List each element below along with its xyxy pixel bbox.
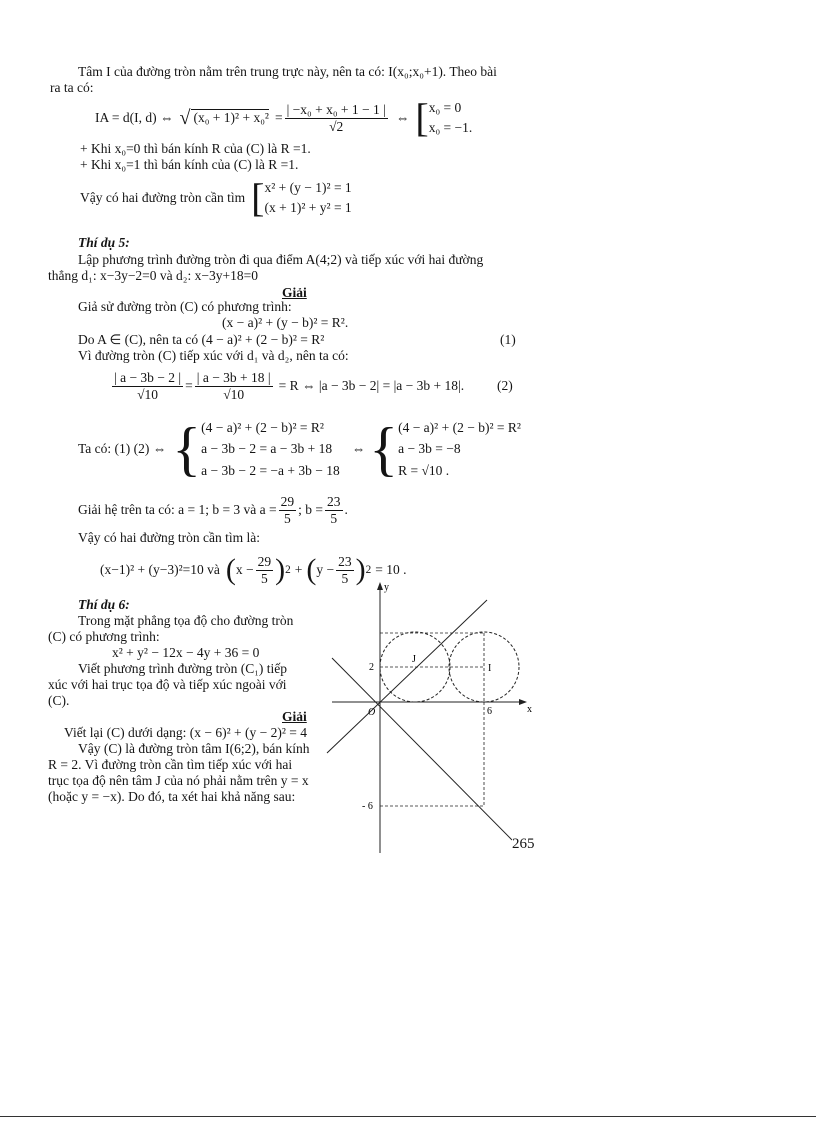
ex6-p11: (hoặc y = −x). Do đó, ta xét hai khả năng sau: <box>48 789 296 804</box>
f1-num: | a − 3b − 2 | <box>114 369 182 385</box>
ia-den: √2 <box>329 118 344 134</box>
ex6-p10: trục tọa độ nên tâm J của nó phải nằm trên y = x <box>48 773 309 788</box>
circle-eq-1: x² + (y − 1)² = 1 <box>264 180 352 196</box>
page-number: 265 <box>512 836 535 852</box>
sys-a-1: (4 − a)² + (2 − b)² = R² <box>201 419 324 435</box>
example5-stmt-2: thẳng d₁: x−3y−2=0 và d₂: x−3y+18=0 <box>48 268 258 283</box>
bracket: [ <box>251 175 265 220</box>
ex6-p9: R = 2. Vì đường tròn cần tìm tiếp xúc với hai <box>48 757 293 772</box>
example5-heading: Giải <box>282 285 307 300</box>
num-23: 23 <box>338 553 352 569</box>
circles-system <box>265 178 352 217</box>
label-minus-6: - 6 <box>362 801 373 812</box>
case-2: + Khi x₀=1 thì bán kính của (C) là R =1. <box>80 157 299 172</box>
f2-num: | a − 3b + 18 | <box>196 369 271 385</box>
solve-line <box>78 492 348 528</box>
eq-rest: = R ⇔ |a − 3b − 2| = |a − 3b + 18|. <box>278 377 465 393</box>
ex6-p7: Viết lại (C) dưới dạng: (x − 6)² + (y − 2)² = 4 <box>64 725 308 740</box>
ex5-s4: Vì đường tròn (C) tiếp xúc với d₁ và d₂, nên ta có: <box>78 348 349 363</box>
ia-roots <box>429 98 473 137</box>
ia-eq: = <box>274 109 283 125</box>
ex5-s1: Giả sử đường tròn (C) có phương trình: <box>78 299 292 314</box>
result-head: Vậy có hai đường tròn cần tìm là: <box>78 530 261 545</box>
brace: { <box>369 416 399 482</box>
paren: ( <box>306 553 317 587</box>
solve-end: . <box>344 501 348 517</box>
system-equations <box>78 410 521 488</box>
f1-den: √10 <box>137 386 159 402</box>
intro-line-1: Tâm I của đường tròn nằm trên trung trực này, nên ta có: I(x₀;x₀+1). Theo bài <box>78 64 497 79</box>
ex6-p3: x² + y² − 12x − 4y + 36 = 0 <box>112 645 260 660</box>
label-J: J <box>412 654 416 665</box>
brace: { <box>172 416 202 482</box>
conclusion-line <box>80 176 352 220</box>
b-num: 23 <box>327 493 341 509</box>
ia-num: | −x₀ + x₀ + 1 − 1 | <box>286 101 386 117</box>
x-axis-arrow <box>519 699 527 705</box>
den-5b: 5 <box>341 570 349 586</box>
label-2: 2 <box>369 662 374 673</box>
case-1: + Khi x₀=0 thì bán kính R của (C) là R =1. <box>80 141 311 156</box>
paren: ) <box>275 553 286 587</box>
frac-b <box>325 494 343 526</box>
root-1: x₀ = 0 <box>428 100 462 116</box>
ia-iff: ⇔ <box>395 109 410 125</box>
num-29: 29 <box>257 553 272 569</box>
ex6-p2: (C) có phương trình: <box>48 629 160 644</box>
result2-b: y − <box>316 561 335 577</box>
example5-title: Thí dụ 5: <box>78 235 130 250</box>
ia-fraction <box>285 102 388 134</box>
sys-b-1: (4 − a)² + (2 − b)² = R² <box>398 419 521 435</box>
tangent-circles-figure <box>322 578 542 858</box>
bracket: [ <box>415 95 429 140</box>
label-6: 6 <box>487 706 492 717</box>
ex6-p4: Viết phương trình đường tròn (C₁) tiếp <box>78 661 288 676</box>
sys-b-2: a − 3b = −8 <box>398 441 461 457</box>
ia-equation <box>95 96 472 140</box>
ex6-p6: (C). <box>48 693 70 708</box>
solve-mid: ; b = <box>298 501 324 517</box>
circle-eq-2: (x + 1)² + y² = 1 <box>264 200 352 215</box>
a-den: 5 <box>284 510 291 526</box>
label-I: I <box>488 663 492 674</box>
label-origin: O <box>368 707 376 718</box>
sys-a-3: a − 3b − 2 = −a + 3b − 18 <box>201 462 340 478</box>
root-2: x₀ = −1. <box>428 120 473 135</box>
intro-line-2: ra ta có: <box>50 80 94 95</box>
sqrt-sign: √ <box>179 106 191 129</box>
ia-sqrt: (x₀ + 1)² + x₀² <box>193 110 269 126</box>
y-axis-arrow <box>377 582 383 590</box>
ex5-s3-tag: (1) <box>500 332 516 347</box>
label-y: y <box>384 582 389 593</box>
taco-text: Ta có: (1) (2) ⇔ <box>78 440 167 456</box>
sys-b-3: R = √10 . <box>398 462 450 478</box>
line-y-eq-neg-x <box>332 658 512 840</box>
solve-pre: Giải hệ trên ta có: a = 1; b = 3 và a = <box>78 501 277 517</box>
f2-den: √10 <box>223 386 245 402</box>
paren: ( <box>225 553 236 587</box>
result-1: (x−1)² + (y−3)²=10 và <box>100 561 220 577</box>
frac-a <box>279 494 297 526</box>
system-a <box>201 417 340 482</box>
ia-left: IA = d(I, d) ⇔ <box>95 109 174 125</box>
conclusion-text: Vậy có hai đường tròn cần tìm <box>80 189 246 205</box>
distance-equation: $\frac{| a - 3b - 2 |}{√10}$ = $\frac{| a - 3b + 18 |}{√10}$ = R ⇔ |a − 3b − 2| = |a − 3b + 18|. <box>114 369 465 402</box>
example6-title: Thí dụ 6: <box>78 597 130 612</box>
ex5-s3: Do A ∈ (C), nên ta có (4 − a)² + (2 − b)² = R² <box>78 332 325 347</box>
fraction-2 <box>195 370 273 402</box>
ex5-s2: (x − a)² + (y − b)² = R². <box>222 315 349 330</box>
b-den: 5 <box>330 510 338 526</box>
fraction-1 <box>112 370 183 402</box>
a-num: 29 <box>280 493 295 509</box>
result-line: (x−1)² + (y−3)²=10 và ( x − $\frac{29}{5}$ ) 2 + ( y − $\frac{23}{5}$ ) 2 = 10 . <box>100 550 407 590</box>
example5-stmt-1: Lập phương trình đường tròn đi qua điểm A(4;2) và tiếp xúc với hai đường <box>78 252 484 267</box>
result2-end: = 10 . <box>375 561 407 577</box>
frac-29 <box>256 554 274 586</box>
sys-a-2: a − 3b − 2 = a − 3b + 18 <box>201 441 333 457</box>
result2-a: x − <box>235 561 254 577</box>
line-y-eq-x <box>327 600 487 753</box>
paren: ) <box>355 553 366 587</box>
iff: ⇔ <box>351 440 366 456</box>
example6-heading: Giải <box>282 709 307 724</box>
bottom-rule <box>0 1116 816 1117</box>
system-b <box>398 417 521 482</box>
eq-tag: (2) <box>497 378 513 393</box>
ex6-p5: xúc với hai trục tọa độ và tiếp xúc ngoài với <box>48 677 287 692</box>
label-x: x <box>527 704 532 715</box>
ex6-p1: Trong mặt phẳng tọa độ cho đường tròn <box>78 613 294 628</box>
ex6-p8: Vậy (C) là đường tròn tâm I(6;2), bán kính <box>78 741 310 756</box>
den-5: 5 <box>261 570 268 586</box>
